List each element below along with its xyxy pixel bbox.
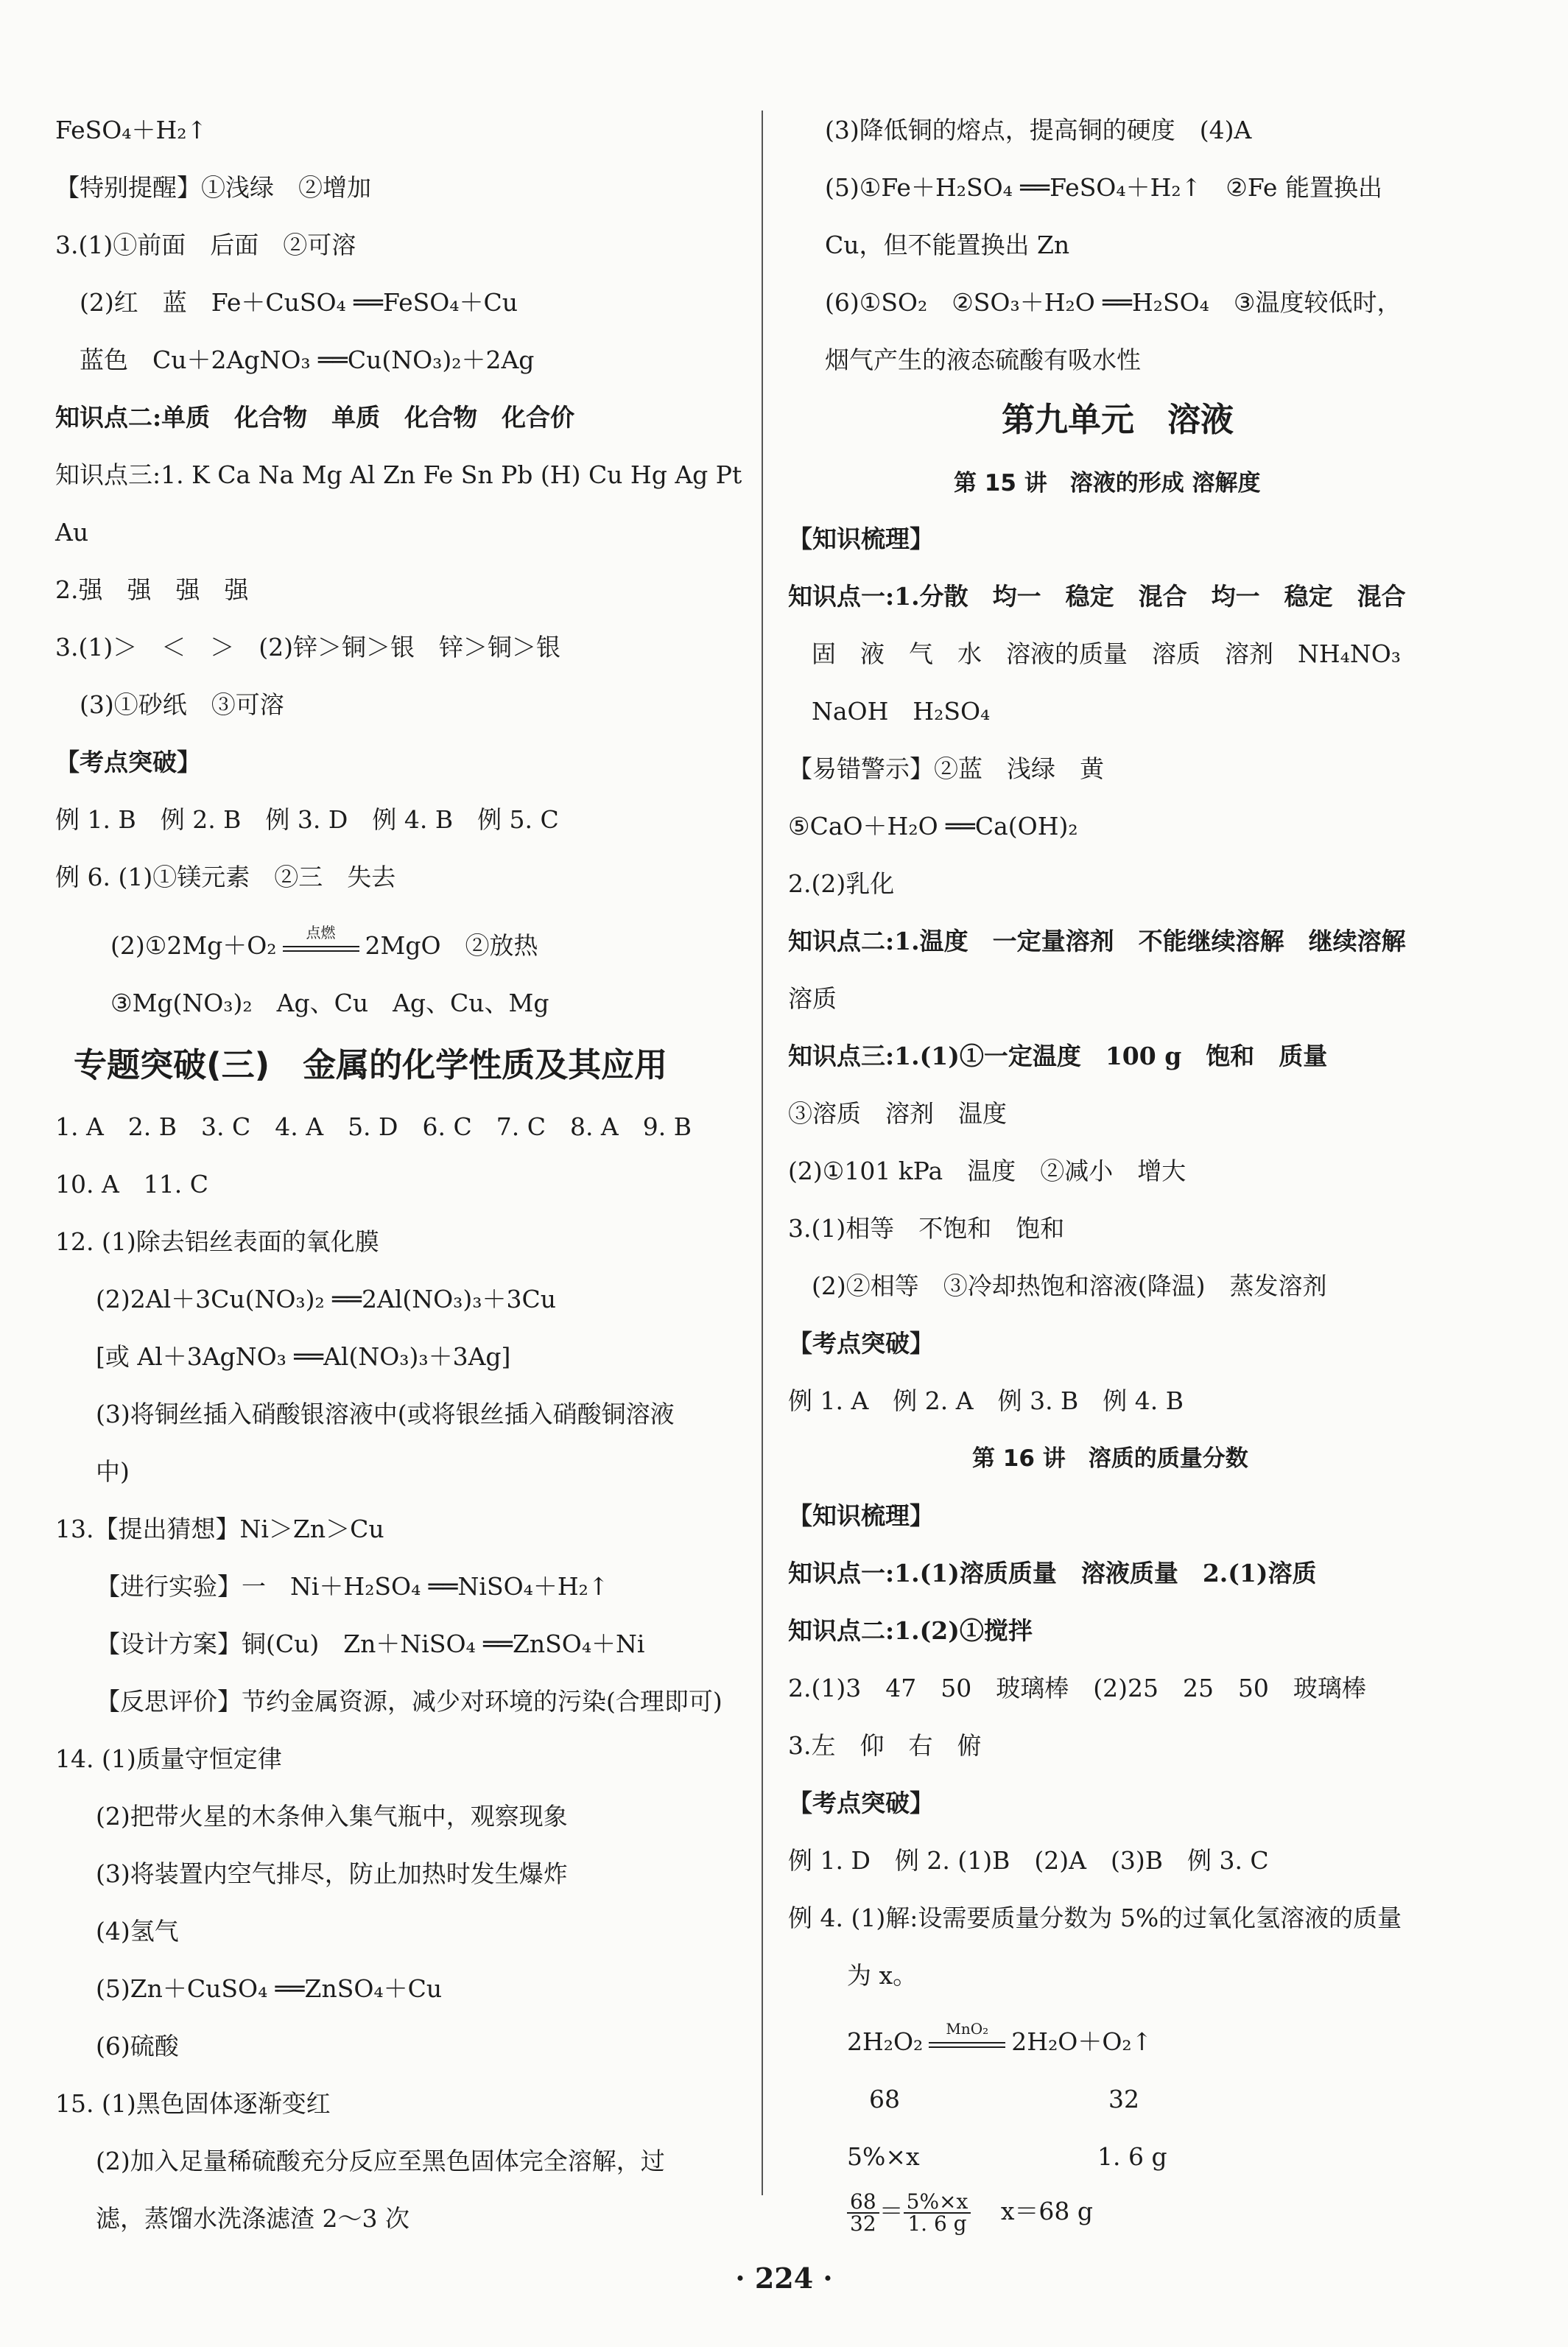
section-label: 【考点突破】 <box>788 1789 934 1817</box>
answer-line: 知识点二:1.(2)①搅拌 <box>788 1616 1033 1645</box>
answer-line: 烟气产生的液态硫酸有吸水性 <box>825 345 1141 374</box>
fraction: $\frac{68}{32}$ <box>847 2192 879 2234</box>
answer-line: FeSO₄＋H₂↑ <box>55 116 208 144</box>
answer-line: 【反思评价】节约金属资源，减少对环境的污染(合理即可) <box>96 1687 723 1716</box>
equation-line <box>110 924 538 962</box>
page-number: · 224 · <box>735 2262 833 2295</box>
answer-line: (6)硫酸 <box>96 2032 179 2060</box>
answer-line: 中) <box>96 1457 130 1486</box>
unit-heading: 第九单元 溶液 <box>1002 400 1234 439</box>
answer-line: (2)加入足量稀硫酸充分反应至黑色固体完全溶解，过 <box>96 2147 665 2175</box>
answer-line: 例 6. (1)①镁元素 ②三 失去 <box>55 863 396 891</box>
answer-line: 例 1. D 例 2. (1)B (2)A (3)B 例 3. C <box>788 1846 1269 1875</box>
answer-line: ③溶质 溶剂 温度 <box>788 1099 1007 1128</box>
answer-line: 3.左 仰 右 俯 <box>788 1731 982 1760</box>
lecture-heading: 第 16 讲 溶质的质量分数 <box>972 1445 1248 1472</box>
answer-line: Au <box>55 518 89 547</box>
lecture-heading: 第 15 讲 溶液的形成 溶解度 <box>954 470 1261 497</box>
answer-line: 【进行实验】一 Ni＋H₂SO₄ ══NiSO₄＋H₂↑ <box>96 1572 609 1601</box>
answer-line: (2)把带火星的木条伸入集气瓶中，观察现象 <box>96 1802 568 1831</box>
ratio-value: 32 <box>1108 2085 1139 2113</box>
answer-line: 蓝色 Cu＋2AgNO₃ ══Cu(NO₃)₂＋2Ag <box>80 345 535 374</box>
column-divider <box>762 110 763 2195</box>
answer-line: (3)将装置内空气排尽，防止加热时发生爆炸 <box>96 1859 568 1888</box>
section-heading: 专题突破(三) 金属的化学性质及其应用 <box>74 1045 668 1084</box>
answer-line: 知识点三:1.(1)①一定温度 100 g 饱和 质量 <box>788 1042 1328 1070</box>
answer-line: 2.强 强 强 强 <box>55 575 249 604</box>
answer-line: 3.(1)相等 不饱和 饱和 <box>788 1214 1065 1243</box>
answer-line: 13.【提出猜想】Ni＞Zn＞Cu <box>55 1515 384 1543</box>
answer-line: 1. A 2. B 3. C 4. A 5. D 6. C 7. C 8. A 9. B <box>55 1112 692 1141</box>
section-label: 【知识梳理】 <box>788 525 934 553</box>
answer-line: 3.(1)①前面 后面 ②可溶 <box>55 231 356 259</box>
answer-line: 知识点二:单质 化合物 单质 化合物 化合价 <box>55 403 575 432</box>
answer-line: 2.(2)乳化 <box>788 869 895 898</box>
ratio-value: 5%×x <box>847 2142 920 2171</box>
answer-line: 知识点二:1.温度 一定量溶剂 不能继续溶解 继续溶解 <box>788 927 1406 955</box>
answer-line: 知识点三:1. K Ca Na Mg Al Zn Fe Sn Pb (H) Cu Hg Ag Pt <box>55 460 742 489</box>
answer-line: 例 1. B 例 2. B 例 3. D 例 4. B 例 5. C <box>55 805 559 834</box>
answer-line: 为 x。 <box>847 1961 918 1990</box>
result: x＝68 g <box>1000 2197 1094 2225</box>
answer-line: [或 Al＋3AgNO₃ ══Al(NO₃)₃＋3Ag] <box>96 1342 511 1371</box>
section-label: 【考点突破】 <box>788 1329 934 1358</box>
equation-line <box>847 2020 1153 2058</box>
answer-line: (2)①101 kPa 温度 ②减小 增大 <box>788 1157 1186 1185</box>
answer-line: 【特别提醒】①浅绿 ②增加 <box>55 173 371 202</box>
answer-line: (5)Zn＋CuSO₄ ══ZnSO₄＋Cu <box>96 1974 443 2003</box>
answer-line: 2.(1)3 47 50 玻璃棒 (2)25 25 50 玻璃棒 <box>788 1674 1366 1702</box>
section-label: 【考点突破】 <box>55 748 201 776</box>
answer-line: (3)降低铜的熔点，提高铜的硬度 (4)A <box>825 116 1252 144</box>
section-label: 【知识梳理】 <box>788 1501 934 1530</box>
ratio-value: 68 <box>869 2085 900 2113</box>
answer-line: ⑤CaO＋H₂O ══Ca(OH)₂ <box>788 812 1078 841</box>
answer-line: Cu，但不能置换出 Zn <box>825 231 1070 259</box>
equation-left: 2H₂O₂ <box>847 2027 924 2056</box>
answer-line: 知识点一:1.(1)溶质质量 溶液质量 2.(1)溶质 <box>788 1559 1317 1588</box>
answer-line: (3)①砂纸 ③可溶 <box>80 690 284 719</box>
answer-line: (6)①SO₂ ②SO₃＋H₂O ══H₂SO₄ ③温度较低时， <box>825 288 1402 317</box>
answer-line: NaOH H₂SO₄ <box>812 697 991 726</box>
answer-line: 【易错警示】②蓝 浅绿 黄 <box>788 754 1104 783</box>
equation-left: (2)①2Mg＋O₂ <box>110 931 277 960</box>
answer-line: (2)②相等 ③冷却热饱和溶液(降温) 蒸发溶剂 <box>812 1271 1327 1300</box>
condition-label: MnO₂ <box>946 2020 989 2038</box>
answer-line: (5)①Fe＋H₂SO₄ ══FeSO₄＋H₂↑ ②Fe 能置换出 <box>825 173 1382 202</box>
fraction: $\frac{5\%\times x}{1. 6 g}$ <box>904 2192 971 2234</box>
answer-line: (4)氢气 <box>96 1917 179 1946</box>
equals-sign: ＝ <box>879 2197 904 2225</box>
answer-line: 溶质 <box>788 984 837 1013</box>
answer-line: 15. (1)黑色固体逐渐变红 <box>55 2089 331 2118</box>
answer-line: 例 1. A 例 2. A 例 3. B 例 4. B <box>788 1386 1184 1415</box>
answer-line: 12. (1)除去铝丝表面的氧化膜 <box>55 1227 379 1256</box>
reaction-condition <box>277 924 365 962</box>
answer-line: ③Mg(NO₃)₂ Ag、Cu Ag、Cu、Mg <box>110 989 549 1017</box>
equation-right: 2MgO ②放热 <box>365 931 538 960</box>
ratio-value: 1. 6 g <box>1097 2142 1167 2171</box>
answer-line: (2)2Al＋3Cu(NO₃)₂ ══2Al(NO₃)₃＋3Cu <box>96 1285 557 1313</box>
answer-line: 【设计方案】铜(Cu) Zn＋NiSO₄ ══ZnSO₄＋Ni <box>96 1629 645 1658</box>
answer-line: (3)将铜丝插入硝酸银溶液中(或将银丝插入硝酸铜溶液 <box>96 1400 675 1428</box>
answer-line: 固 液 气 水 溶液的质量 溶质 溶剂 NH₄NO₃ <box>812 639 1402 668</box>
answer-line: 3.(1)＞ ＜ ＞ (2)锌＞铜＞银 锌＞铜＞银 <box>55 633 560 662</box>
reaction-condition <box>923 2020 1011 2058</box>
answer-line: 例 4. (1)解:设需要质量分数为 5%的过氧化氢溶液的质量 <box>788 1904 1402 1932</box>
answer-line: 滤，蒸馏水洗涤滤渣 2～3 次 <box>96 2204 409 2233</box>
equation-right: 2H₂O＋O₂↑ <box>1011 2027 1153 2056</box>
answer-line: 知识点一:1.分散 均一 稳定 混合 均一 稳定 混合 <box>788 582 1406 611</box>
answer-line: 14. (1)质量守恒定律 <box>55 1744 282 1773</box>
answer-line: 10. A 11. C <box>55 1170 209 1199</box>
answer-line: (2)红 蓝 Fe＋CuSO₄ ══FeSO₄＋Cu <box>80 288 518 317</box>
proportion-equation <box>847 2189 1094 2243</box>
condition-label: 点燃 <box>306 924 336 941</box>
